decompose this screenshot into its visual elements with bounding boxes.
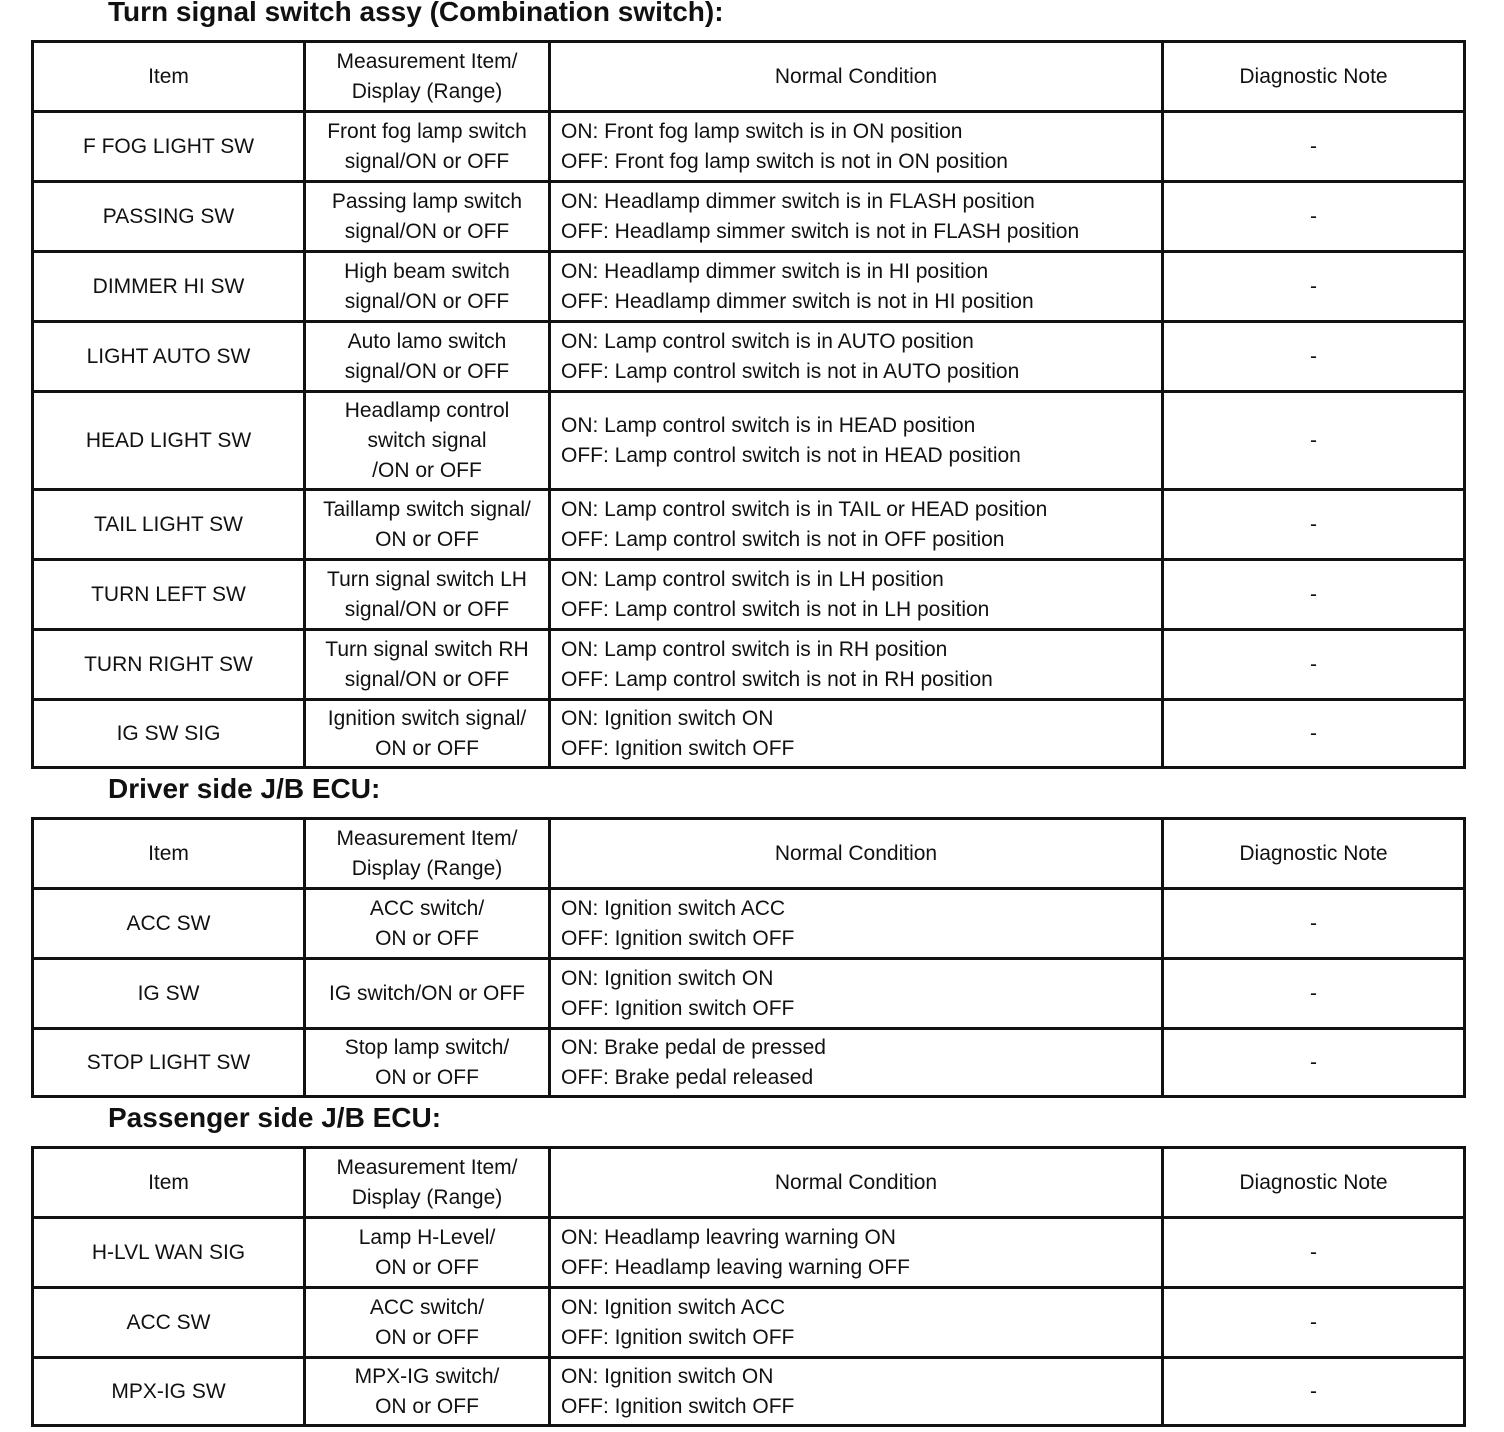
cell-line: ON: Ignition switch ACC bbox=[561, 1295, 786, 1319]
normal-condition-cell bbox=[550, 322, 1163, 392]
item-cell: PASSING SW bbox=[33, 182, 305, 252]
measurement-cell bbox=[305, 490, 550, 560]
header-measurement bbox=[305, 819, 550, 889]
normal-condition-cell bbox=[550, 1358, 1163, 1426]
cell-line: OFF: Lamp control switch is not in HEAD position bbox=[561, 443, 1021, 467]
normal-condition-cell bbox=[550, 959, 1163, 1029]
diagnostic-note-cell: - bbox=[1163, 392, 1465, 490]
table-header-row bbox=[33, 819, 1465, 889]
cell-line: ON: Ignition switch ACC bbox=[561, 896, 786, 920]
cell-line: ON or OFF bbox=[375, 926, 479, 950]
cell-line: ON: Lamp control switch is in HEAD position bbox=[561, 413, 976, 437]
item-cell: MPX-IG SW bbox=[33, 1358, 305, 1426]
cell-line: OFF: Ignition switch OFF bbox=[561, 1325, 795, 1349]
normal-condition-cell bbox=[550, 392, 1163, 490]
cell-line: signal/ON or OFF bbox=[344, 149, 510, 173]
cell-line: ON or OFF bbox=[375, 736, 479, 760]
item-cell: TURN RIGHT SW bbox=[33, 630, 305, 700]
cell-line: Front fog lamp switch bbox=[327, 119, 527, 143]
header-diagnostic-note: Diagnostic Note bbox=[1163, 42, 1465, 112]
header-item: Item bbox=[33, 1148, 305, 1218]
item-cell: H-LVL WAN SIG bbox=[33, 1218, 305, 1288]
diagnostic-note-cell: - bbox=[1163, 700, 1465, 768]
item-cell: TAIL LIGHT SW bbox=[33, 490, 305, 560]
diagnostic-note-cell: - bbox=[1163, 959, 1465, 1029]
table-row bbox=[33, 112, 1465, 182]
cell-line: Turn signal switch LH bbox=[327, 567, 527, 591]
cell-line: ON or OFF bbox=[375, 527, 479, 551]
measurement-cell bbox=[305, 252, 550, 322]
cell-line: ON: Headlamp dimmer switch is in FLASH position bbox=[561, 189, 1035, 213]
cell-line: ON or OFF bbox=[375, 1394, 479, 1418]
header-diagnostic-note: Diagnostic Note bbox=[1163, 819, 1465, 889]
table-row bbox=[33, 630, 1465, 700]
normal-condition-cell bbox=[550, 112, 1163, 182]
diagnostic-note-cell: - bbox=[1163, 322, 1465, 392]
measurement-cell bbox=[305, 959, 550, 1029]
diagnostic-note-cell: - bbox=[1163, 560, 1465, 630]
cell-line: Display (Range) bbox=[351, 79, 503, 103]
normal-condition-cell bbox=[550, 252, 1163, 322]
measurement-cell bbox=[305, 112, 550, 182]
cell-line: Display (Range) bbox=[351, 856, 503, 880]
item-cell: IG SW bbox=[33, 959, 305, 1029]
item-cell: IG SW SIG bbox=[33, 700, 305, 768]
table-row bbox=[33, 182, 1465, 252]
item-cell: DIMMER HI SW bbox=[33, 252, 305, 322]
cell-line: ACC switch/ bbox=[369, 1295, 485, 1319]
cell-line: OFF: Ignition switch OFF bbox=[561, 926, 795, 950]
normal-condition-cell bbox=[550, 490, 1163, 560]
header-measurement bbox=[305, 1148, 550, 1218]
table-header-row bbox=[33, 1148, 1465, 1218]
table-row bbox=[33, 322, 1465, 392]
item-cell: ACC SW bbox=[33, 1288, 305, 1358]
item-cell: HEAD LIGHT SW bbox=[33, 392, 305, 490]
header-item: Item bbox=[33, 819, 305, 889]
cell-line: Taillamp switch signal/ bbox=[323, 497, 531, 521]
cell-line: Display (Range) bbox=[351, 1185, 503, 1209]
measurement-cell bbox=[305, 630, 550, 700]
header-measurement bbox=[305, 42, 550, 112]
header-normal-condition: Normal Condition bbox=[550, 819, 1163, 889]
normal-condition-cell bbox=[550, 1029, 1163, 1097]
cell-line: OFF: Lamp control switch is not in RH position bbox=[561, 667, 993, 691]
item-cell: F FOG LIGHT SW bbox=[33, 112, 305, 182]
cell-line: Turn signal switch RH bbox=[325, 637, 529, 661]
cell-line: OFF: Ignition switch OFF bbox=[561, 1394, 795, 1418]
table-row bbox=[33, 1029, 1465, 1097]
cell-line: IG switch/ON or OFF bbox=[328, 981, 525, 1005]
cell-line: Stop lamp switch/ bbox=[344, 1035, 510, 1059]
section-title-passenger-jb-ecu: Passenger side J/B ECU: bbox=[108, 1102, 442, 1133]
cell-line: Passing lamp switch bbox=[331, 189, 523, 213]
cell-line: ON: Headlamp leavring warning ON bbox=[561, 1225, 896, 1249]
passenger-jb-ecu-table bbox=[31, 1146, 1466, 1427]
diagnostic-note-cell: - bbox=[1163, 1218, 1465, 1288]
cell-line: ON: Lamp control switch is in RH position bbox=[561, 637, 948, 661]
diagnostic-note-cell: - bbox=[1163, 112, 1465, 182]
table-row bbox=[33, 392, 1465, 490]
cell-line: Headlamp control bbox=[344, 398, 510, 422]
cell-line: signal/ON or OFF bbox=[344, 359, 510, 383]
cell-line: /ON or OFF bbox=[372, 458, 482, 482]
cell-line: ON: Brake pedal de pressed bbox=[561, 1035, 826, 1059]
table-header-row bbox=[33, 42, 1465, 112]
header-normal-condition: Normal Condition bbox=[550, 1148, 1163, 1218]
normal-condition-cell bbox=[550, 889, 1163, 959]
cell-line: OFF: Front fog lamp switch is not in ON position bbox=[561, 149, 1008, 173]
table-row bbox=[33, 889, 1465, 959]
cell-line: OFF: Ignition switch OFF bbox=[561, 996, 795, 1020]
cell-line: ON or OFF bbox=[375, 1325, 479, 1349]
table-row bbox=[33, 959, 1465, 1029]
diagnostic-note-cell: - bbox=[1163, 490, 1465, 560]
item-cell: TURN LEFT SW bbox=[33, 560, 305, 630]
cell-line: OFF: Headlamp simmer switch is not in FLASH position bbox=[561, 219, 1080, 243]
diagnostic-note-cell: - bbox=[1163, 1358, 1465, 1426]
cell-line: switch signal bbox=[367, 428, 487, 452]
measurement-cell bbox=[305, 1288, 550, 1358]
diagnostic-note-cell: - bbox=[1163, 630, 1465, 700]
normal-condition-cell bbox=[550, 560, 1163, 630]
driver-jb-ecu-table bbox=[31, 817, 1466, 1098]
normal-condition-cell bbox=[550, 182, 1163, 252]
cell-line: signal/ON or OFF bbox=[344, 667, 510, 691]
combination-switch-table bbox=[31, 40, 1466, 769]
diagnostic-note-cell: - bbox=[1163, 252, 1465, 322]
normal-condition-cell bbox=[550, 1218, 1163, 1288]
cell-line: signal/ON or OFF bbox=[344, 597, 510, 621]
measurement-cell bbox=[305, 182, 550, 252]
cell-line: Lamp H-Level/ bbox=[358, 1225, 496, 1249]
cell-line: Measurement Item/ bbox=[336, 1155, 518, 1179]
cell-line: Ignition switch signal/ bbox=[327, 706, 527, 730]
normal-condition-cell bbox=[550, 700, 1163, 768]
cell-line: signal/ON or OFF bbox=[344, 219, 510, 243]
table-row bbox=[33, 490, 1465, 560]
table-row bbox=[33, 1288, 1465, 1358]
cell-line: ON: Lamp control switch is in AUTO position bbox=[561, 329, 974, 353]
section-title-driver-jb-ecu: Driver side J/B ECU: bbox=[108, 773, 381, 804]
measurement-cell bbox=[305, 889, 550, 959]
measurement-cell bbox=[305, 1029, 550, 1097]
normal-condition-cell bbox=[550, 630, 1163, 700]
cell-line: ON: Ignition switch ON bbox=[561, 706, 774, 730]
cell-line: OFF: Lamp control switch is not in AUTO position bbox=[561, 359, 1020, 383]
diagnostic-note-cell: - bbox=[1163, 182, 1465, 252]
diagnostic-note-cell: - bbox=[1163, 889, 1465, 959]
table-row bbox=[33, 1358, 1465, 1426]
cell-line: OFF: Headlamp dimmer switch is not in HI position bbox=[561, 289, 1034, 313]
cell-line: MPX-IG switch/ bbox=[354, 1364, 500, 1388]
table-row bbox=[33, 252, 1465, 322]
measurement-cell bbox=[305, 322, 550, 392]
item-cell: STOP LIGHT SW bbox=[33, 1029, 305, 1097]
cell-line: ON: Lamp control switch is in LH position bbox=[561, 567, 944, 591]
cell-line: Measurement Item/ bbox=[336, 826, 518, 850]
cell-line: OFF: Brake pedal released bbox=[561, 1065, 814, 1089]
diagnostic-note-cell: - bbox=[1163, 1029, 1465, 1097]
table-row bbox=[33, 1218, 1465, 1288]
measurement-cell bbox=[305, 1358, 550, 1426]
cell-line: Measurement Item/ bbox=[336, 49, 518, 73]
cell-line: OFF: Lamp control switch is not in LH position bbox=[561, 597, 990, 621]
section-title-combination-switch: Turn signal switch assy (Combination switch): bbox=[108, 0, 724, 27]
header-normal-condition: Normal Condition bbox=[550, 42, 1163, 112]
header-item: Item bbox=[33, 42, 305, 112]
normal-condition-cell bbox=[550, 1288, 1163, 1358]
cell-line: OFF: Ignition switch OFF bbox=[561, 736, 795, 760]
cell-line: OFF: Headlamp leaving warning OFF bbox=[561, 1255, 910, 1279]
diagnostic-note-cell: - bbox=[1163, 1288, 1465, 1358]
measurement-cell bbox=[305, 700, 550, 768]
cell-line: Auto lamo switch bbox=[347, 329, 507, 353]
item-cell: LIGHT AUTO SW bbox=[33, 322, 305, 392]
cell-line: ON: Lamp control switch is in TAIL or HEAD position bbox=[561, 497, 1048, 521]
measurement-cell bbox=[305, 560, 550, 630]
cell-line: ON or OFF bbox=[375, 1255, 479, 1279]
cell-line: ON: Ignition switch ON bbox=[561, 966, 774, 990]
table-row bbox=[33, 700, 1465, 768]
cell-line: ACC switch/ bbox=[369, 896, 485, 920]
cell-line: ON or OFF bbox=[375, 1065, 479, 1089]
cell-line: signal/ON or OFF bbox=[344, 289, 510, 313]
measurement-cell bbox=[305, 392, 550, 490]
header-diagnostic-note: Diagnostic Note bbox=[1163, 1148, 1465, 1218]
cell-line: ON: Ignition switch ON bbox=[561, 1364, 774, 1388]
measurement-cell bbox=[305, 1218, 550, 1288]
cell-line: ON: Front fog lamp switch is in ON position bbox=[561, 119, 963, 143]
cell-line: OFF: Lamp control switch is not in OFF position bbox=[561, 527, 1005, 551]
cell-line: High beam switch bbox=[344, 259, 510, 283]
table-row bbox=[33, 560, 1465, 630]
item-cell: ACC SW bbox=[33, 889, 305, 959]
cell-line: ON: Headlamp dimmer switch is in HI position bbox=[561, 259, 989, 283]
